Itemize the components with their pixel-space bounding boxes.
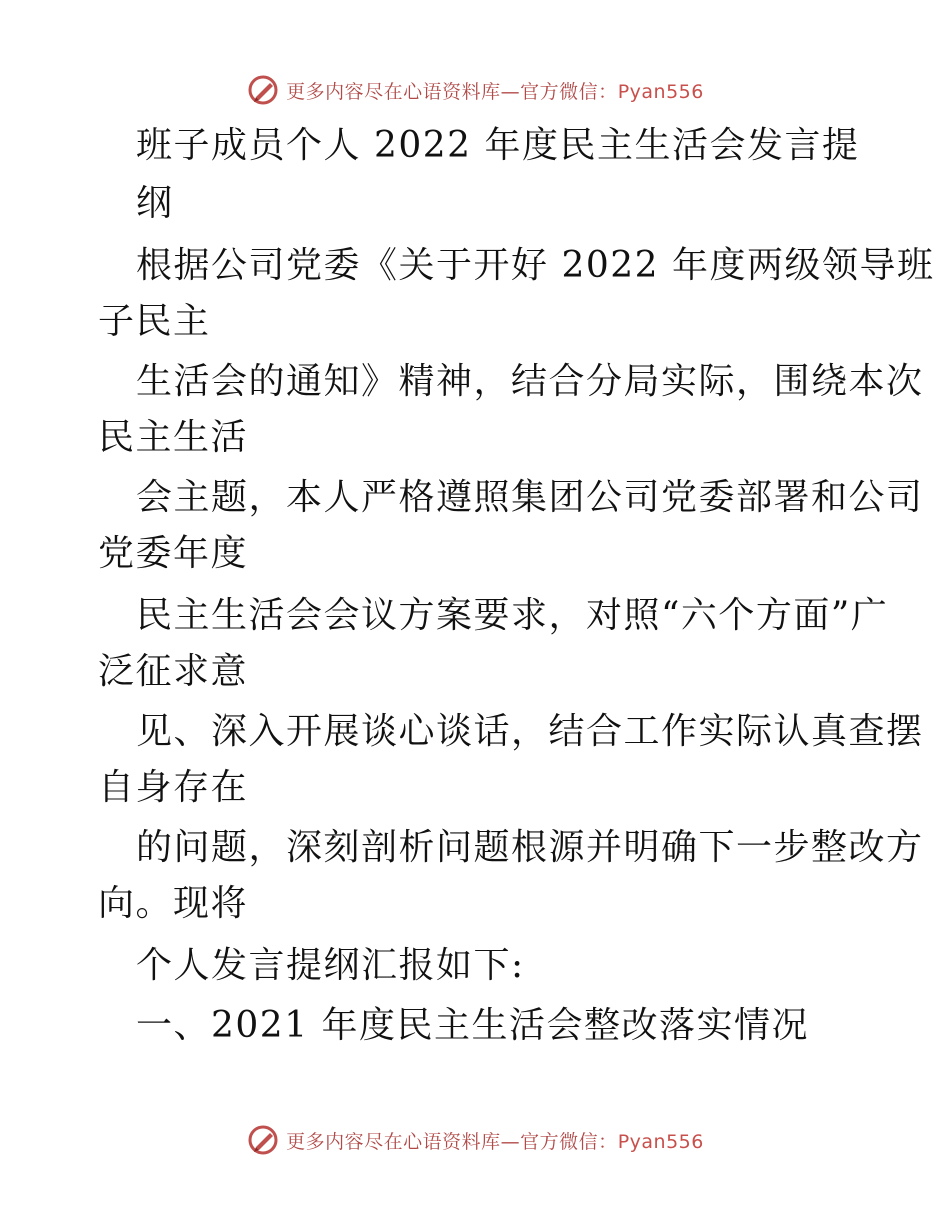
header-watermark xyxy=(0,70,950,110)
pen-swirl-logo-icon xyxy=(246,73,280,107)
watermark-contact-value: Pyan556 xyxy=(617,80,704,103)
paragraph-line: 泛征求意 xyxy=(98,651,249,692)
section-heading: 一、2021 年度民主生活会整改落实情况 xyxy=(136,1005,810,1046)
pen-swirl-logo-icon xyxy=(246,1123,280,1157)
footer-watermark xyxy=(0,1120,950,1160)
watermark-separator: — xyxy=(500,80,521,103)
title-line-1: 班子成员个人 2022 年度民主生活会发言提 xyxy=(136,125,860,166)
watermark-contact-label: 官方微信： xyxy=(520,1130,618,1153)
watermark-separator: — xyxy=(500,1130,521,1153)
watermark-text xyxy=(286,77,704,104)
watermark-text xyxy=(286,1127,704,1154)
paragraph-line: 会主题，本人严格遵照集团公司党委部署和公司 xyxy=(136,477,924,518)
paragraph-line: 的问题，深刻剖析问题根源并明确下一步整改方 xyxy=(136,827,924,868)
watermark-site-text: 更多内容尽在心语资料库 xyxy=(286,1130,501,1153)
paragraph-line: 民主生活会会议方案要求，对照“六个方面”广 xyxy=(136,595,889,636)
paragraph-line: 向。现将 xyxy=(98,883,249,924)
paragraph-line: 民主生活 xyxy=(98,417,249,458)
paragraph-line: 个人发言提纲汇报如下: xyxy=(136,945,525,986)
watermark-contact-label: 官方微信： xyxy=(520,80,618,103)
paragraph-line: 根据公司党委《关于开好 2022 年度两级领导班 xyxy=(136,245,935,286)
paragraph-line: 子民主 xyxy=(98,301,211,342)
watermark-site-text: 更多内容尽在心语资料库 xyxy=(286,80,501,103)
paragraph-line: 党委年度 xyxy=(98,533,249,574)
title-line-2: 纲 xyxy=(136,183,174,224)
paragraph-line: 见、深入开展谈心谈话，结合工作实际认真查摆 xyxy=(136,711,924,752)
paragraph-line: 生活会的通知》精神，结合分局实际，围绕本次 xyxy=(136,361,924,402)
watermark-contact-value: Pyan556 xyxy=(617,1130,704,1153)
paragraph-line: 自身存在 xyxy=(98,767,249,808)
